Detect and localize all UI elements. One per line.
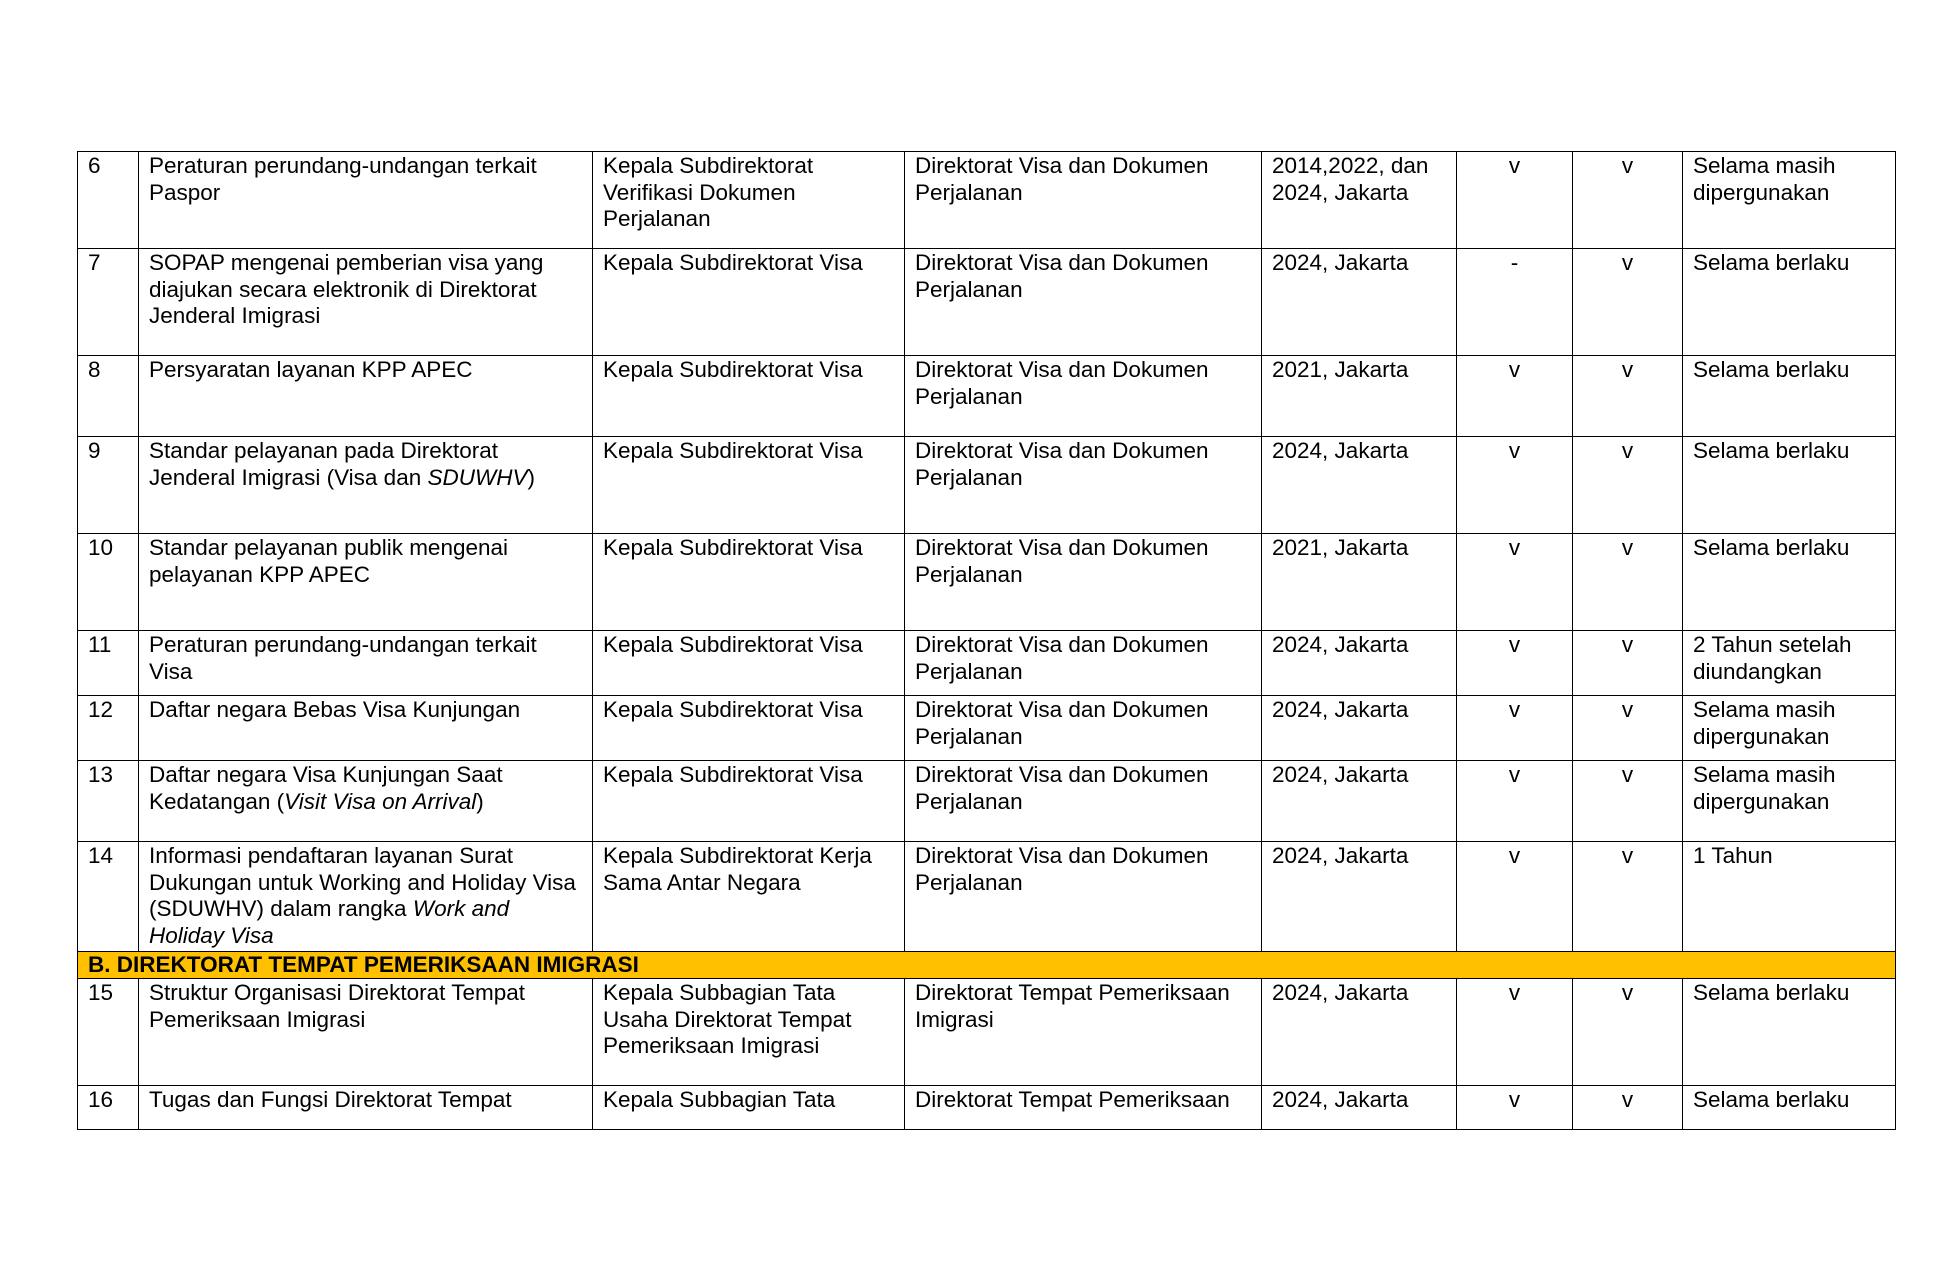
table-row bbox=[78, 356, 1896, 437]
responsible-unit: Direktorat Tempat Pemeriksaan Imigrasi bbox=[905, 979, 1262, 1086]
table-row bbox=[78, 152, 1896, 249]
responsible-official: Kepala Subdirektorat Kerja Sama Antar Negara bbox=[593, 842, 905, 952]
year-and-place: 2024, Jakarta bbox=[1262, 631, 1457, 696]
responsible-official: Kepala Subdirektorat Visa bbox=[593, 437, 905, 534]
year-and-place: 2024, Jakarta bbox=[1262, 437, 1457, 534]
format-mark-a: v bbox=[1457, 631, 1573, 696]
format-mark-b: v bbox=[1573, 437, 1683, 534]
retention-period: Selama berlaku bbox=[1683, 1086, 1896, 1130]
retention-period: Selama berlaku bbox=[1683, 979, 1896, 1086]
information-list-table bbox=[77, 151, 1896, 1130]
year-and-place: 2024, Jakarta bbox=[1262, 696, 1457, 761]
retention-period: Selama berlaku bbox=[1683, 534, 1896, 631]
year-and-place: 2024, Jakarta bbox=[1262, 761, 1457, 842]
year-and-place: 2024, Jakarta bbox=[1262, 249, 1457, 356]
year-and-place: 2024, Jakarta bbox=[1262, 1086, 1457, 1130]
table-row bbox=[78, 1086, 1896, 1130]
table-row bbox=[78, 437, 1896, 534]
information-title: Informasi pendaftaran layanan Surat Dukungan untuk Working and Holiday Visa (SDUWHV) dalam rangka Work and Holiday Visa bbox=[139, 842, 593, 952]
format-mark-a: - bbox=[1457, 249, 1573, 356]
format-mark-a: v bbox=[1457, 1086, 1573, 1130]
information-title: Standar pelayanan pada Direktorat Jenderal Imigrasi (Visa dan SDUWHV) bbox=[139, 437, 593, 534]
table-row bbox=[78, 249, 1896, 356]
responsible-unit: Direktorat Visa dan Dokumen Perjalanan bbox=[905, 842, 1262, 952]
information-title: Tugas dan Fungsi Direktorat Tempat bbox=[139, 1086, 593, 1130]
year-and-place: 2014,2022, dan 2024, Jakarta bbox=[1262, 152, 1457, 249]
retention-period: Selama berlaku bbox=[1683, 356, 1896, 437]
format-mark-b: v bbox=[1573, 152, 1683, 249]
table-row bbox=[78, 631, 1896, 696]
responsible-unit: Direktorat Visa dan Dokumen Perjalanan bbox=[905, 696, 1262, 761]
table-row bbox=[78, 979, 1896, 1086]
row-number: 13 bbox=[78, 761, 139, 842]
format-mark-b: v bbox=[1573, 356, 1683, 437]
format-mark-b: v bbox=[1573, 631, 1683, 696]
retention-period: Selama berlaku bbox=[1683, 437, 1896, 534]
responsible-unit: Direktorat Visa dan Dokumen Perjalanan bbox=[905, 249, 1262, 356]
information-title: Peraturan perundang-undangan terkait Visa bbox=[139, 631, 593, 696]
format-mark-b: v bbox=[1573, 696, 1683, 761]
responsible-unit: Direktorat Visa dan Dokumen Perjalanan bbox=[905, 631, 1262, 696]
retention-period: Selama masih dipergunakan bbox=[1683, 696, 1896, 761]
format-mark-b: v bbox=[1573, 761, 1683, 842]
responsible-unit: Direktorat Tempat Pemeriksaan bbox=[905, 1086, 1262, 1130]
responsible-official: Kepala Subbagian Tata bbox=[593, 1086, 905, 1130]
responsible-official: Kepala Subdirektorat Visa bbox=[593, 249, 905, 356]
format-mark-a: v bbox=[1457, 842, 1573, 952]
year-and-place: 2024, Jakarta bbox=[1262, 842, 1457, 952]
format-mark-a: v bbox=[1457, 437, 1573, 534]
information-title: Persyaratan layanan KPP APEC bbox=[139, 356, 593, 437]
retention-period: Selama masih dipergunakan bbox=[1683, 152, 1896, 249]
format-mark-a: v bbox=[1457, 152, 1573, 249]
information-title: Standar pelayanan publik mengenai pelayanan KPP APEC bbox=[139, 534, 593, 631]
format-mark-b: v bbox=[1573, 1086, 1683, 1130]
row-number: 7 bbox=[78, 249, 139, 356]
section-heading: B. DIREKTORAT TEMPAT PEMERIKSAAN IMIGRASI bbox=[78, 952, 1896, 979]
table-row bbox=[78, 842, 1896, 952]
table-row bbox=[78, 696, 1896, 761]
format-mark-a: v bbox=[1457, 761, 1573, 842]
information-title: Struktur Organisasi Direktorat Tempat Pemeriksaan Imigrasi bbox=[139, 979, 593, 1086]
format-mark-b: v bbox=[1573, 534, 1683, 631]
table-row bbox=[78, 761, 1896, 842]
table-row bbox=[78, 534, 1896, 631]
retention-period: Selama berlaku bbox=[1683, 249, 1896, 356]
responsible-official: Kepala Subdirektorat Visa bbox=[593, 534, 905, 631]
format-mark-a: v bbox=[1457, 356, 1573, 437]
responsible-official: Kepala Subdirektorat Verifikasi Dokumen Perjalanan bbox=[593, 152, 905, 249]
row-number: 15 bbox=[78, 979, 139, 1086]
format-mark-b: v bbox=[1573, 842, 1683, 952]
row-number: 9 bbox=[78, 437, 139, 534]
information-title: Peraturan perundang-undangan terkait Paspor bbox=[139, 152, 593, 249]
row-number: 8 bbox=[78, 356, 139, 437]
row-number: 11 bbox=[78, 631, 139, 696]
row-number: 14 bbox=[78, 842, 139, 952]
row-number: 12 bbox=[78, 696, 139, 761]
format-mark-b: v bbox=[1573, 979, 1683, 1086]
responsible-unit: Direktorat Visa dan Dokumen Perjalanan bbox=[905, 534, 1262, 631]
responsible-official: Kepala Subdirektorat Visa bbox=[593, 761, 905, 842]
responsible-official: Kepala Subdirektorat Visa bbox=[593, 696, 905, 761]
responsible-official: Kepala Subdirektorat Visa bbox=[593, 356, 905, 437]
row-number: 16 bbox=[78, 1086, 139, 1130]
row-number: 10 bbox=[78, 534, 139, 631]
information-title: SOPAP mengenai pemberian visa yang diajukan secara elektronik di Direktorat Jenderal Imigrasi bbox=[139, 249, 593, 356]
year-and-place: 2024, Jakarta bbox=[1262, 979, 1457, 1086]
responsible-official: Kepala Subdirektorat Visa bbox=[593, 631, 905, 696]
responsible-unit: Direktorat Visa dan Dokumen Perjalanan bbox=[905, 356, 1262, 437]
format-mark-a: v bbox=[1457, 979, 1573, 1086]
responsible-official: Kepala Subbagian Tata Usaha Direktorat Tempat Pemeriksaan Imigrasi bbox=[593, 979, 905, 1086]
information-title: Daftar negara Bebas Visa Kunjungan bbox=[139, 696, 593, 761]
retention-period: 1 Tahun bbox=[1683, 842, 1896, 952]
row-number: 6 bbox=[78, 152, 139, 249]
year-and-place: 2021, Jakarta bbox=[1262, 534, 1457, 631]
retention-period: 2 Tahun setelah diundangkan bbox=[1683, 631, 1896, 696]
responsible-unit: Direktorat Visa dan Dokumen Perjalanan bbox=[905, 761, 1262, 842]
format-mark-a: v bbox=[1457, 534, 1573, 631]
format-mark-a: v bbox=[1457, 696, 1573, 761]
information-title: Daftar negara Visa Kunjungan Saat Kedatangan (Visit Visa on Arrival) bbox=[139, 761, 593, 842]
section-heading-row bbox=[78, 952, 1896, 979]
responsible-unit: Direktorat Visa dan Dokumen Perjalanan bbox=[905, 437, 1262, 534]
format-mark-b: v bbox=[1573, 249, 1683, 356]
year-and-place: 2021, Jakarta bbox=[1262, 356, 1457, 437]
retention-period: Selama masih dipergunakan bbox=[1683, 761, 1896, 842]
responsible-unit: Direktorat Visa dan Dokumen Perjalanan bbox=[905, 152, 1262, 249]
